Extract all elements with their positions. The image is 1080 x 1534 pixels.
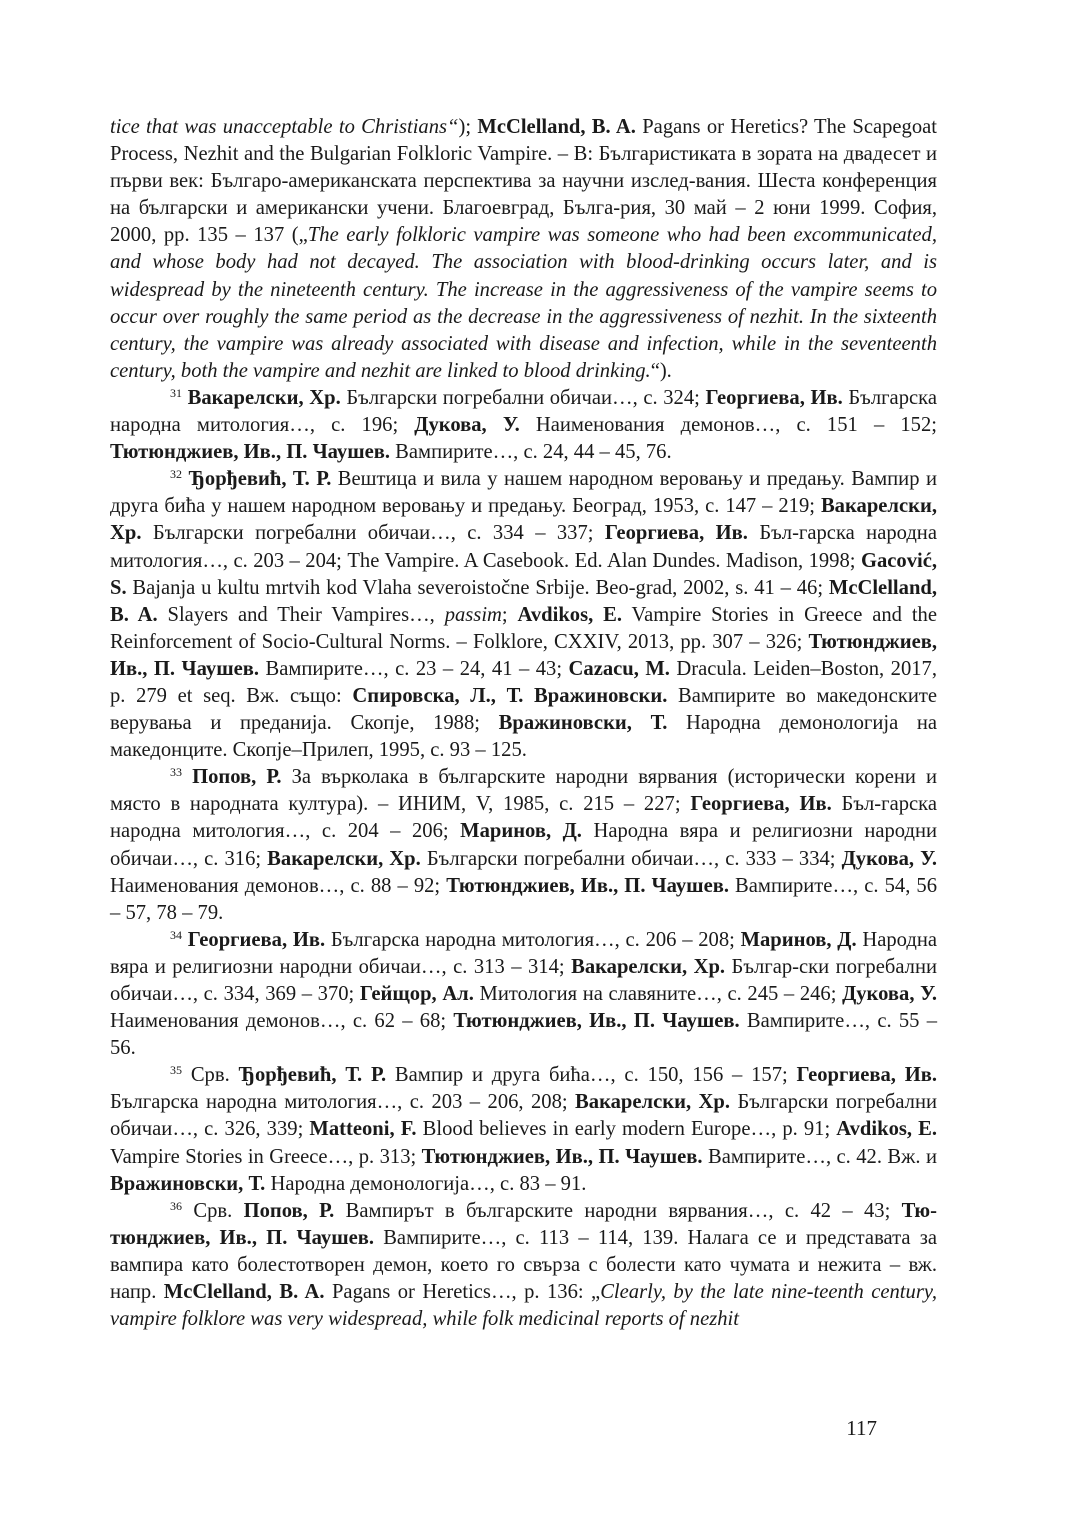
text-segment: Вампирите во македонските верувања и преданија. Скопје, 1988;	[110, 684, 937, 735]
text-segment: Вампирите…, с. 54, 56 – 57, 78 – 79.	[110, 874, 937, 924]
text-segment: Народна демонологија…, с. 83 – 91.	[265, 1172, 587, 1195]
footnotes-text	[110, 114, 937, 1333]
text-segment: Dracula. Leiden–Boston, 2017, p. 279 et seq. Вж. също:	[110, 657, 937, 707]
text-segment: Вампирите…, с. 113 – 114, 139. Налага се и представата за вампира като болестотворен демон, което го свърза с болести като чумата и нежита – вж. напр.	[110, 1226, 937, 1304]
footnote-33	[110, 764, 937, 927]
footnote-32	[110, 466, 937, 764]
text-segment: Vampire Stories in Greece and the Reinforcement of Socio-Cultural Norms. – Folklore, CXXIV, 2013, pp. 307 – 326;	[110, 603, 937, 653]
author-name: Gacović, S.	[110, 549, 937, 599]
author-name: McClelland, B. A.	[163, 1281, 325, 1304]
author-name: Георгиева, Ив.	[690, 793, 832, 816]
text-segment: Pagans or Heretics…, p. 136: „	[324, 1281, 601, 1304]
text-segment: Митология на славяните…, с. 245 – 246;	[473, 983, 843, 1005]
author-name: Попов, Р.	[192, 766, 282, 789]
text-segment: Български погребални обичаи…, с. 326, 339;	[110, 1091, 937, 1141]
author-name: Маринов, Д.	[740, 928, 857, 951]
author-name: Matteoni, F.	[309, 1118, 417, 1141]
footnote-31	[110, 385, 937, 466]
text-segment: Наименования демонов…, с. 88 – 92;	[110, 874, 447, 897]
author-name: Cazacu, M.	[568, 657, 670, 680]
author-name: Георгиева, Ив.	[604, 522, 748, 545]
author-name: Avdikos, E.	[836, 1118, 938, 1141]
footnote-number: 31	[170, 385, 182, 400]
text-segment: “).	[650, 359, 672, 382]
footnote-number: 34	[170, 927, 182, 942]
text-segment: Българска народна митология…, с. 196;	[110, 386, 937, 437]
text-segment: Български погребални обичаи…, с. 324;	[340, 386, 706, 409]
author-name: Вакарелски, Хр.	[571, 955, 726, 978]
text-segment: Вампир и друга бића…, с. 150, 156 – 157;	[386, 1064, 797, 1087]
text-segment: Blood believes in early modern Europe…, p. 91;	[416, 1118, 837, 1141]
footnote-35	[110, 1062, 937, 1197]
text-segment: За върколака в българските народни вярвания (исторически корени и място в народната култура). – ИНИМ, V, 1985, с. 215 – 227;	[110, 766, 937, 816]
author-name: Георгиева, Ив.	[796, 1064, 937, 1087]
author-name: Вакарелски, Хр.	[110, 495, 937, 545]
author-name: Тютюнджиев, Ив., П. Чаушев.	[110, 630, 937, 680]
footnote-34	[110, 927, 937, 1062]
author-name: Вакарелски, Хр.	[267, 847, 421, 870]
text-segment: Български погребални обичаи…, с. 333 – 334;	[420, 847, 842, 870]
footnote-number: 32	[170, 467, 182, 482]
author-name: Попов, Р.	[243, 1199, 335, 1222]
author-name: Тютюнджиев, Ив., П. Чаушев.	[110, 441, 391, 464]
italic-text: The early folkloric vampire was someone who had been excommunicated, and whose body had not decayed. The association with blood-drinking occurs later, and is widespread by the nineteenth century. The increase in the aggressiveness of the vampire seems to occur over roughly the same period as the decrease in the aggressiveness of nezhit. In the sixteenth century, the vampire was already associated with disease and infection, while in the seventeenth century, both the vampire and nezhit are linked to blood drinking.	[110, 224, 937, 382]
text-segment: Българска народна митология…, с. 203 – 206, 208;	[110, 1091, 576, 1114]
italic-text: Clearly, by the late nine-teenth century, vampire folklore was very widespread, while folk medicinal reports of nezhit	[110, 1281, 937, 1331]
author-name: Ђорђевић, Т. Р.	[238, 1064, 387, 1087]
text-segment: Българска народна митология…, с. 206 – 208;	[325, 928, 741, 951]
author-name: Вражиновски, Т.	[110, 1172, 266, 1195]
italic-text: tice that was unacceptable to Christians“	[110, 116, 459, 138]
author-name: Вакарелски, Хр.	[187, 386, 341, 409]
text-segment: Български погребални обичаи…, с. 334 – 337;	[141, 522, 605, 545]
author-name: Тютюнджиев, Ив., П. Чаушев.	[446, 874, 729, 897]
text-segment: Народна демонологија на македонците. Скопје–Прилеп, 1995, с. 93 – 125.	[110, 712, 937, 762]
author-name: Ђорђевић, Т. Р.	[188, 468, 332, 491]
page-number: 117	[846, 1416, 877, 1440]
author-name: Маринов, Д.	[460, 820, 582, 843]
text-segment: Bajanja u kultu mrtvih kod Vlaha severoistočne Srbije. Beo-grad, 2002, s. 41 – 46;	[126, 576, 829, 599]
text-segment: Vampire Stories in Greece…, p. 313;	[110, 1145, 422, 1168]
footnote-number: 33	[170, 765, 182, 780]
footnote-number: 35	[170, 1063, 182, 1078]
text-segment: );	[458, 116, 478, 138]
text-segment: Вампирът в българските народни вярвания…, с. 42 – 43;	[334, 1199, 902, 1222]
author-name: Тю-тюнджиев, Ив., П. Чаушев.	[110, 1199, 937, 1249]
author-name: Тютюнджиев, Ив., П. Чаушев.	[453, 1010, 740, 1033]
text-segment: ;	[501, 603, 518, 626]
text-segment: Вампирите…, с. 24, 44 – 45, 76.	[390, 441, 672, 464]
text-segment: Народна вяра и религиозни народни обичаи…, с. 313 – 314;	[110, 928, 937, 978]
text-segment: Pagans or Heretics? The Scapegoat Process, Nezhit and the Bulgarian Folkloric Vampire. – В: Българистиката в зората на двадесет и първи век: Българо-американската перспектива за научни изслед-вания. Шеста конференция на български и американски учени. Благоевград, Бълга-рия, 30 май – 2 юни 1999. София, 2000, pp. 135 – 137 („	[110, 116, 937, 247]
text-segment: Народна вяра и религиозни народни обичаи…, с. 316;	[110, 820, 938, 870]
text-segment: Вампирите…, с. 55 – 56.	[110, 1010, 937, 1060]
text-segment: Срв.	[193, 1199, 244, 1222]
text-segment: Вештица и вила у нашем народном веровању и предању. Вампир и друга бића у нашем народном веровању и предању. Београд, 1953, с. 147 – 219;	[110, 468, 937, 518]
text-segment: Бъл-гарска народна митология…, с. 204 – 206;	[110, 793, 937, 843]
author-name: Вакарелски, Хр.	[575, 1091, 731, 1114]
text-segment: Срв.	[190, 1064, 239, 1087]
author-name: Avdikos, E.	[517, 603, 622, 626]
text-segment: Бъл-гарска народна митология…, с. 203 – 204; The Vampire. A Casebook. Ed. Alan Dundes. Madison, 1998;	[110, 522, 937, 572]
author-name: Тютюнджиев, Ив., П. Чаушев.	[421, 1145, 703, 1168]
author-name: Дукова, У.	[841, 847, 937, 870]
italic-text: passim	[444, 603, 502, 626]
author-name: Гейщор, Ал.	[359, 983, 474, 1005]
footnote-36	[110, 1198, 937, 1333]
text-segment: Slayers and Their Vampires…,	[157, 603, 445, 626]
author-name: Георгиева, Ив.	[187, 928, 326, 951]
footnote-number: 36	[170, 1198, 182, 1213]
author-name: Спировска, Л., Т. Вражиновски.	[352, 684, 668, 707]
author-name: Вражиновски, Т.	[498, 712, 668, 735]
text-segment: Наименования демонов…, с. 151 – 152;	[519, 414, 937, 437]
continuation-paragraph	[110, 114, 937, 385]
text-segment: Вампирите…, с. 23 – 24, 41 – 43;	[259, 657, 569, 680]
author-name: Дукова, У.	[842, 983, 937, 1005]
author-name: Георгиева, Ив.	[705, 386, 843, 409]
author-name: McClelland, B. A.	[477, 116, 636, 138]
text-segment: Вампирите…, с. 42. Вж. и	[702, 1145, 937, 1168]
text-segment: Наименования демонов…, с. 62 – 68;	[110, 1010, 454, 1033]
author-name: Дукова, У.	[414, 414, 520, 437]
author-name: McClelland, B. A.	[110, 576, 937, 626]
text-segment: Българ-ски погребални обичаи…, с. 334, 369 – 370;	[110, 955, 937, 1005]
